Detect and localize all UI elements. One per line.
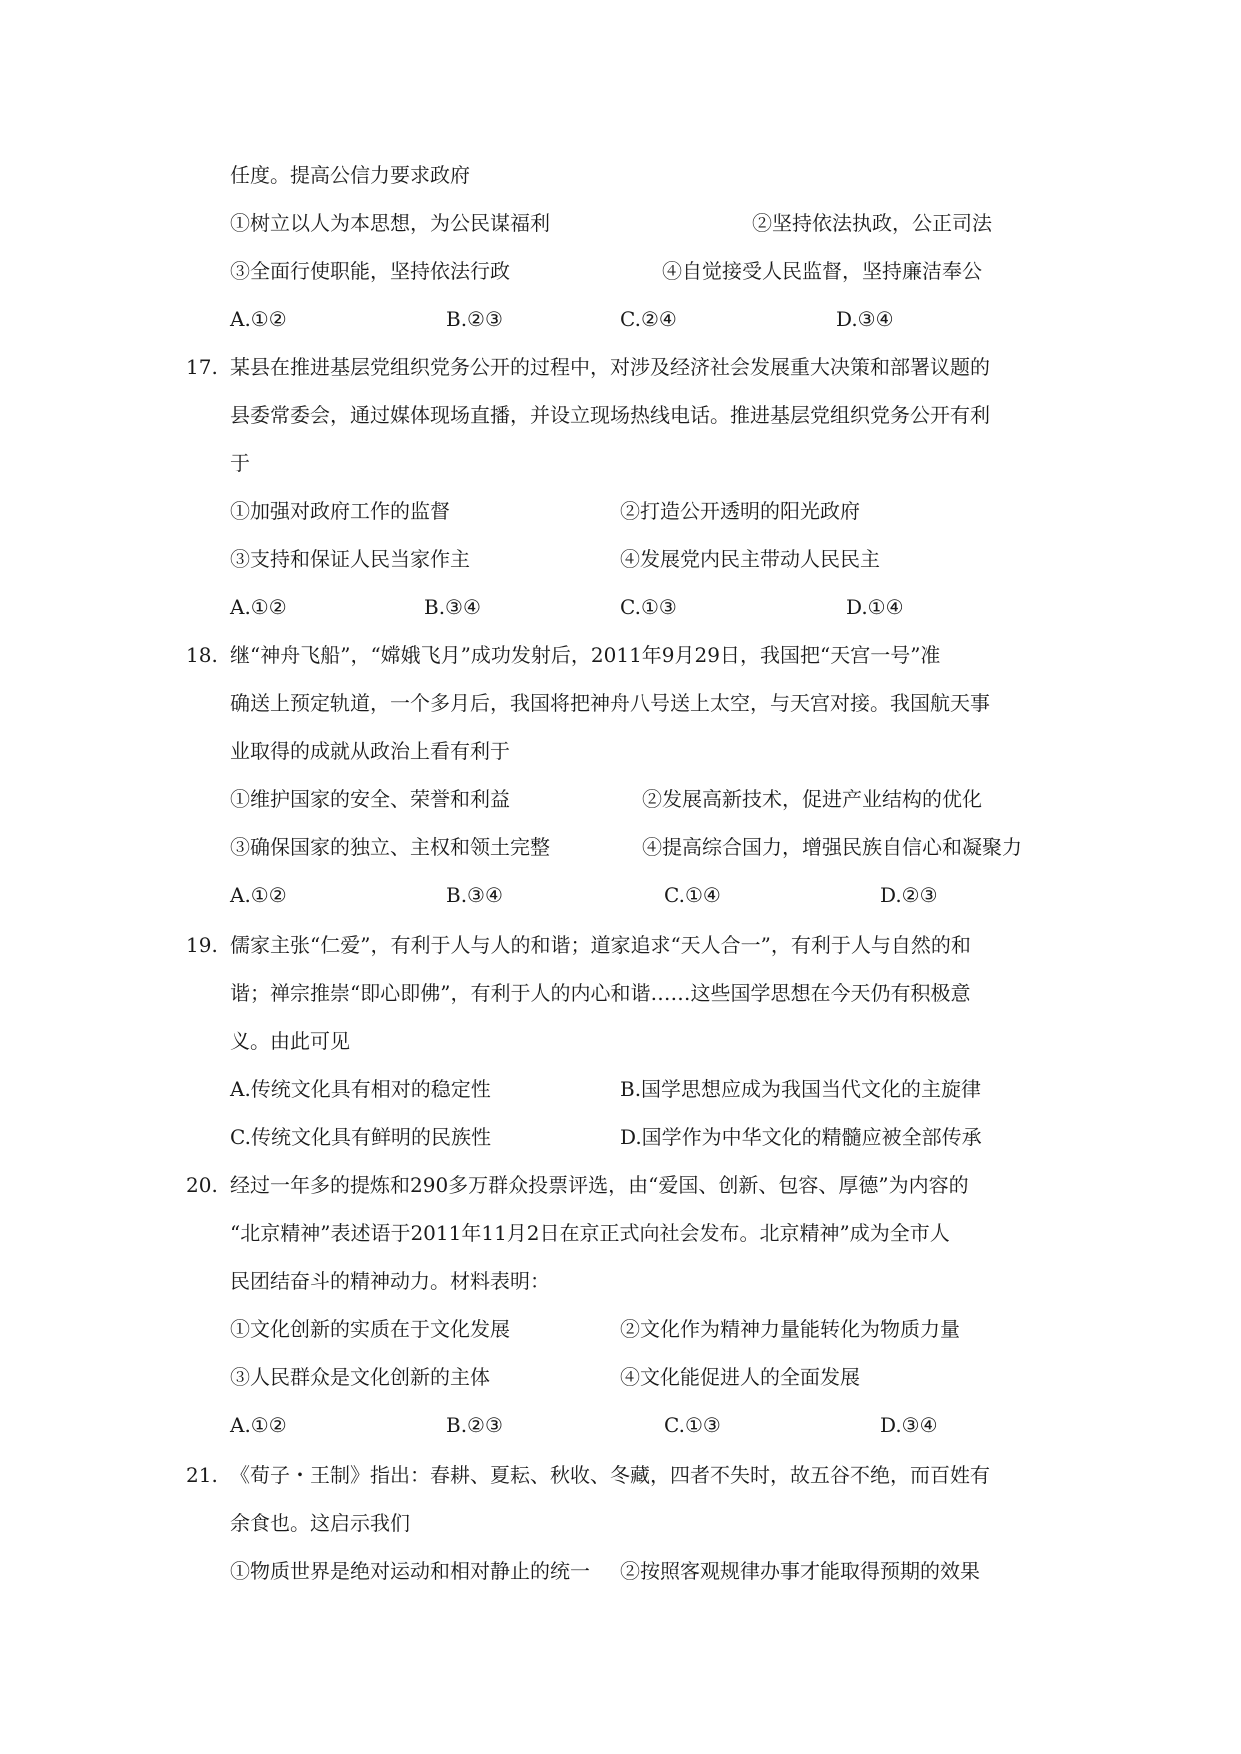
q19-stem-line-3: 义。由此可见 <box>230 1029 350 1053</box>
q20-stem-line-1: 经过一年多的提炼和290多万群众投票评选，由“爱国、创新、包容、厚德”为内容的 <box>230 1173 969 1197</box>
q19-stem-line-2: 谐；禅宗推崇“即心即佛”，有利于人的内心和谐……这些国学思想在今天仍有积极意 <box>230 981 971 1005</box>
q18-statement-1: ①维护国家的安全、荣誉和利益 <box>230 787 510 811</box>
q17-option-c: C.①③ <box>620 595 677 619</box>
q16-statement-4: ④自觉接受人民监督，坚持廉洁奉公 <box>662 259 982 283</box>
q20-statement-1: ①文化创新的实质在于文化发展 <box>230 1317 510 1341</box>
q20-option-b: B.②③ <box>446 1413 503 1437</box>
q20-statement-3: ③人民群众是文化创新的主体 <box>230 1365 490 1389</box>
q18-option-c: C.①④ <box>664 883 721 907</box>
q18-stem-line-2: 确送上预定轨道，一个多月后，我国将把神舟八号送上太空，与天宫对接。我国航天事 <box>230 691 990 715</box>
q20-stem-line-2: “北京精神”表述语于2011年11月2日在京正式向社会发布。北京精神”成为全市人 <box>230 1221 950 1245</box>
q17-statement-4: ④发展党内民主带动人民民主 <box>620 547 880 571</box>
q16-option-b: B.②③ <box>446 307 503 331</box>
q20-option-a: A.①② <box>230 1413 287 1437</box>
q18-option-d: D.②③ <box>880 883 938 907</box>
q18-statement-3: ③确保国家的独立、主权和领土完整 <box>230 835 550 859</box>
q18-number: 18. <box>186 643 218 667</box>
q17-option-a: A.①② <box>230 595 287 619</box>
q18-option-b: B.③④ <box>446 883 503 907</box>
q17-statement-2: ②打造公开透明的阳光政府 <box>620 499 860 523</box>
q17-option-d: D.①④ <box>846 595 904 619</box>
q16-stem-tail: 任度。提高公信力要求政府 <box>230 163 470 187</box>
q21-statement-1: ①物质世界是绝对运动和相对静止的统一 <box>230 1559 590 1583</box>
q20-stem-line-3: 民团结奋斗的精神动力。材料表明： <box>230 1269 550 1293</box>
q20-option-d: D.③④ <box>880 1413 938 1437</box>
q18-option-a: A.①② <box>230 883 287 907</box>
q17-number: 17. <box>186 355 218 379</box>
q21-stem-line-2: 余食也。这启示我们 <box>230 1511 410 1535</box>
q18-stem-line-1: 继“神舟飞船”，“嫦娥飞月”成功发射后，2011年9月29日，我国把“天宫一号”准 <box>230 643 941 667</box>
q20-number: 20. <box>186 1173 218 1197</box>
q17-statement-3: ③支持和保证人民当家作主 <box>230 547 470 571</box>
q16-statement-1: ①树立以人为本思想，为公民谋福利 <box>230 211 550 235</box>
q20-option-c: C.①③ <box>664 1413 721 1437</box>
q19-option-d: D.国学作为中华文化的精髓应被全部传承 <box>620 1125 982 1149</box>
q18-stem-line-3: 业取得的成就从政治上看有利于 <box>230 739 510 763</box>
q18-statement-2: ②发展高新技术，促进产业结构的优化 <box>642 787 982 811</box>
q19-number: 19. <box>186 933 218 957</box>
q19-option-b: B.国学思想应成为我国当代文化的主旋律 <box>620 1077 982 1101</box>
q21-statement-2: ②按照客观规律办事才能取得预期的效果 <box>620 1559 980 1583</box>
q18-statement-4: ④提高综合国力，增强民族自信心和凝聚力 <box>642 835 1022 859</box>
q17-statement-1: ①加强对政府工作的监督 <box>230 499 450 523</box>
q16-option-a: A.①② <box>230 307 287 331</box>
q20-statement-4: ④文化能促进人的全面发展 <box>620 1365 860 1389</box>
q19-option-a: A.传统文化具有相对的稳定性 <box>230 1077 491 1101</box>
q19-stem-line-1: 儒家主张“仁爱”，有利于人与人的和谐；道家追求“天人合一”，有利于人与自然的和 <box>230 933 971 957</box>
q16-option-d: D.③④ <box>836 307 894 331</box>
q21-stem-line-1: 《荀子・王制》指出：春耕、夏耘、秋收、冬藏，四者不失时，故五谷不绝，而百姓有 <box>230 1463 990 1487</box>
q16-option-c: C.②④ <box>620 307 677 331</box>
q17-stem-line-1: 某县在推进基层党组织党务公开的过程中，对涉及经济社会发展重大决策和部署议题的 <box>230 355 990 379</box>
q17-stem-line-3: 于 <box>230 451 250 475</box>
q16-statement-3: ③全面行使职能，坚持依法行政 <box>230 259 510 283</box>
q21-number: 21. <box>186 1463 218 1487</box>
q17-stem-line-2: 县委常委会，通过媒体现场直播，并设立现场热线电话。推进基层党组织党务公开有利 <box>230 403 990 427</box>
q20-statement-2: ②文化作为精神力量能转化为物质力量 <box>620 1317 960 1341</box>
q17-option-b: B.③④ <box>424 595 481 619</box>
q16-statement-2: ②坚持依法执政，公正司法 <box>752 211 992 235</box>
q19-option-c: C.传统文化具有鲜明的民族性 <box>230 1125 491 1149</box>
